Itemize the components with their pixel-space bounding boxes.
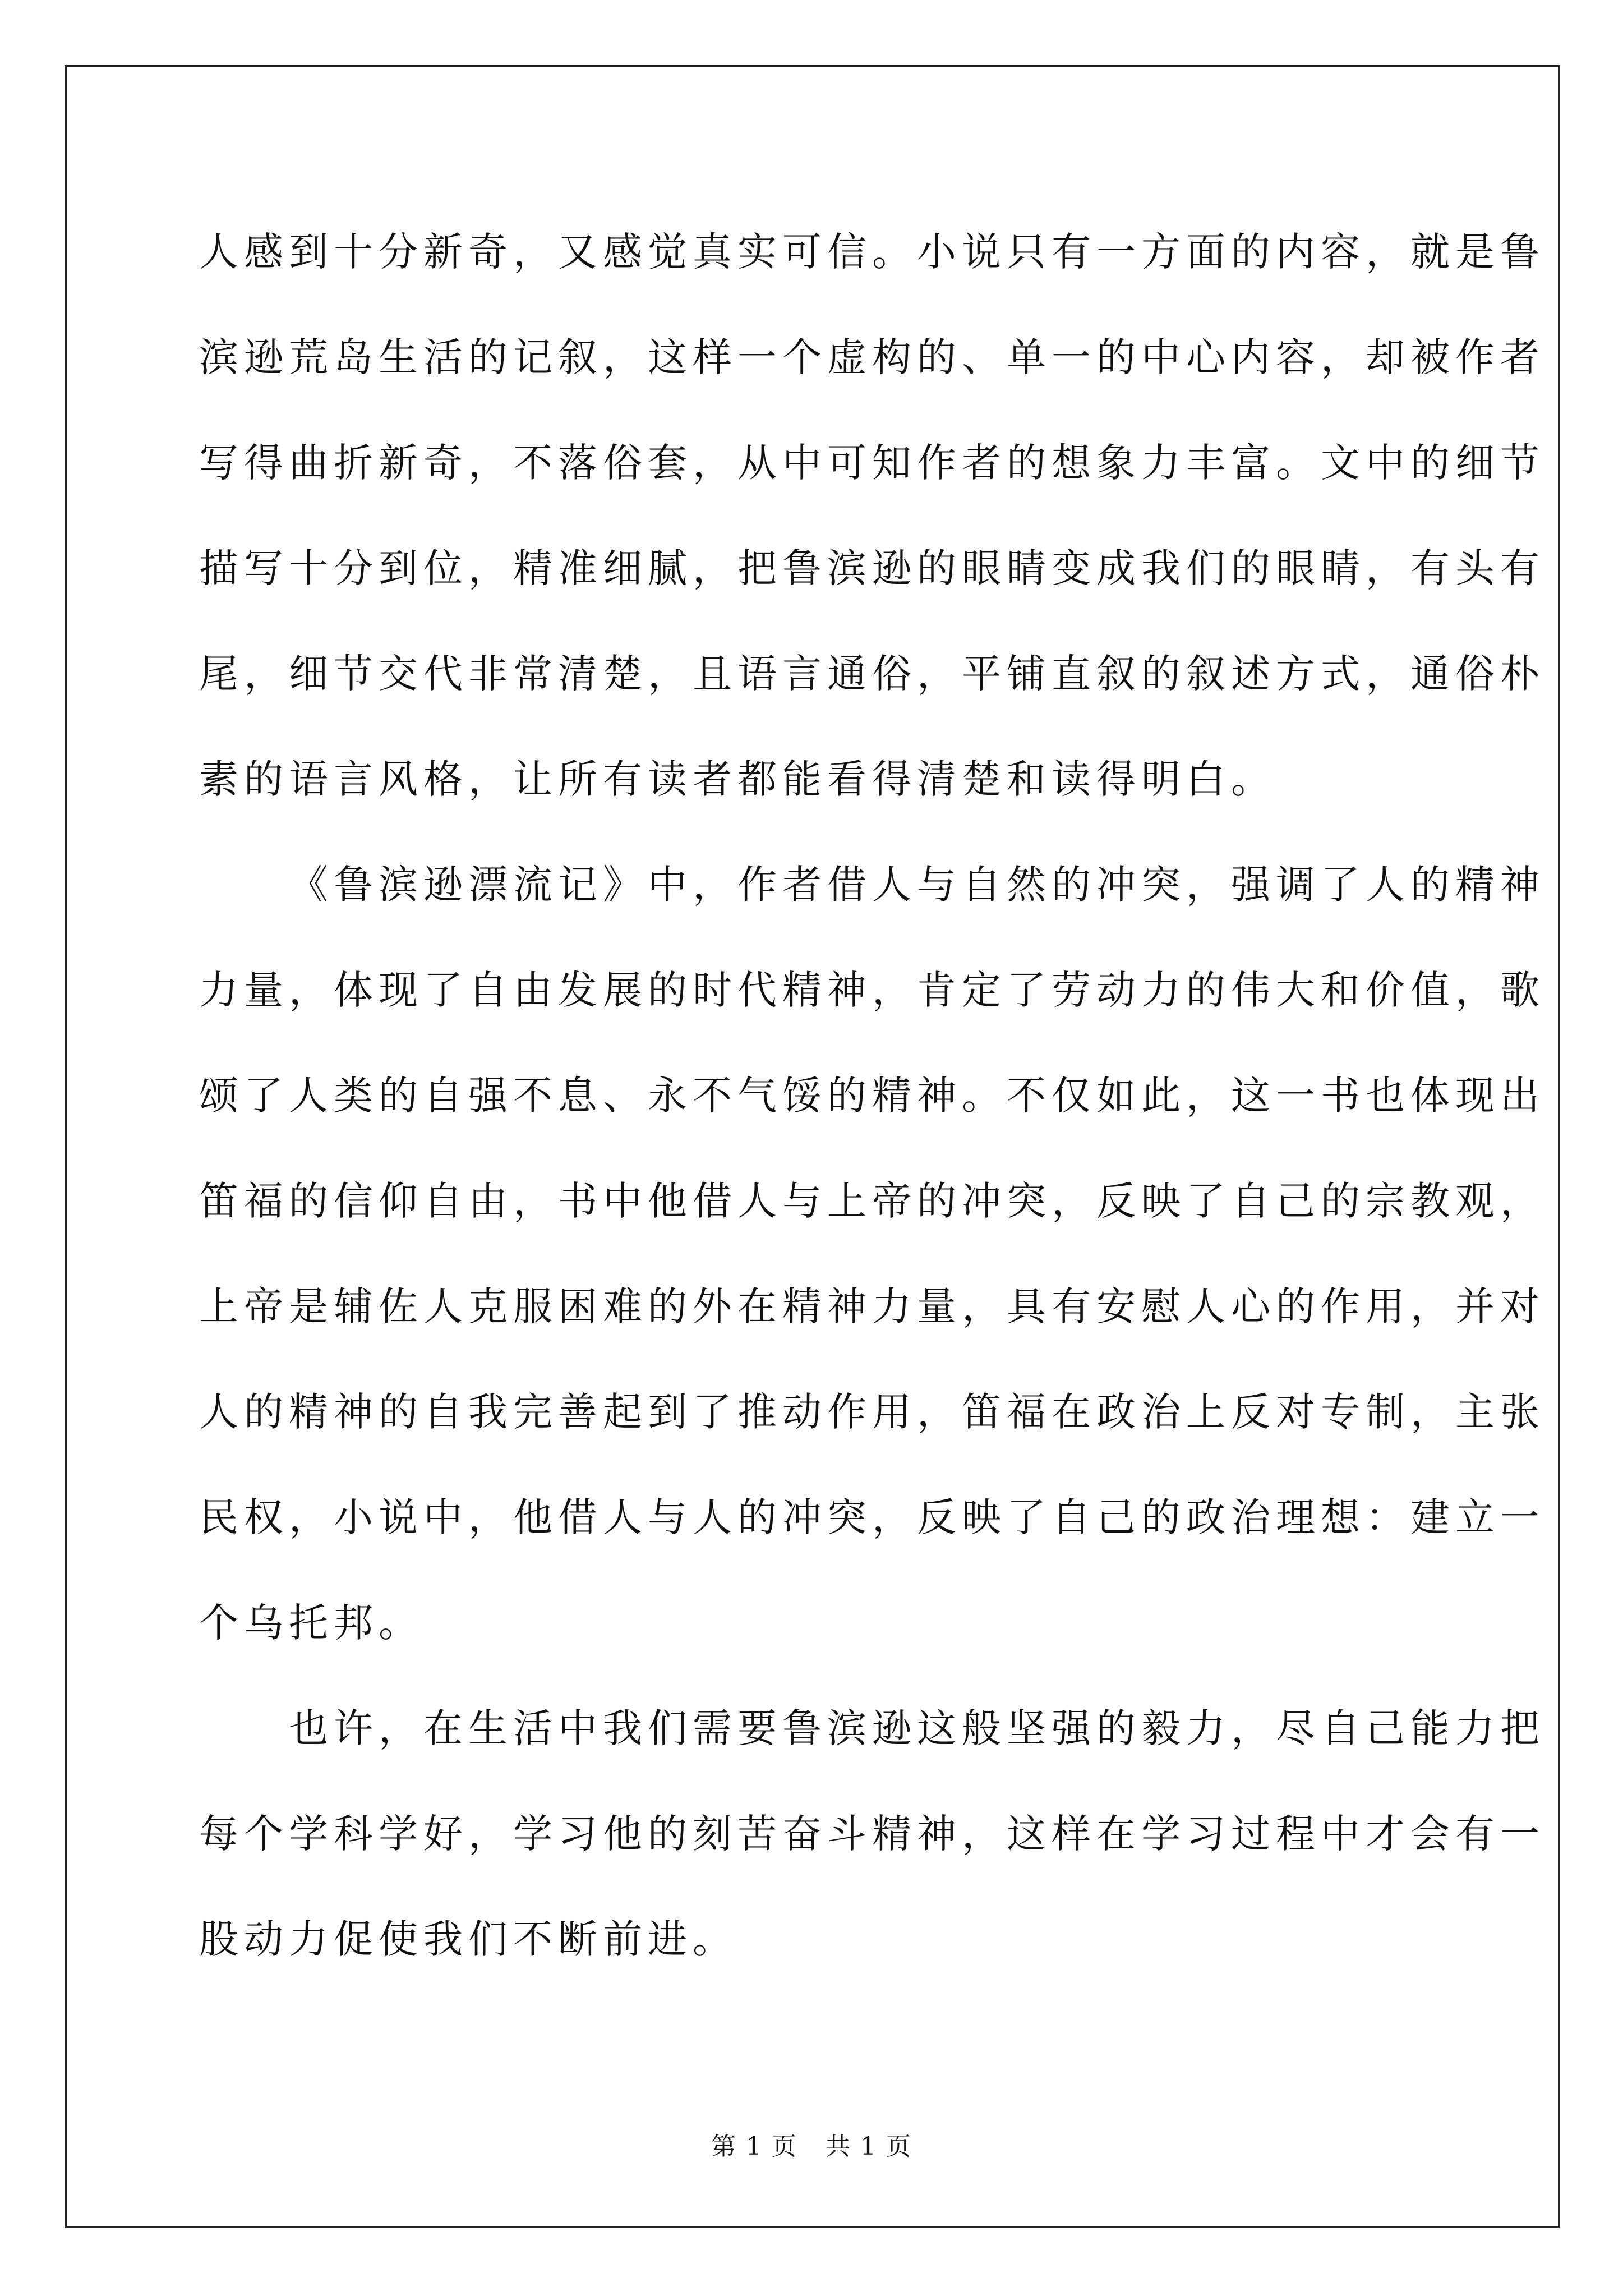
text-line: 人的精神的自我完善起到了推动作用，笛福在政治上反对专制，主张 xyxy=(199,1389,1545,1435)
page-total: 共 1 页 xyxy=(826,2132,912,2161)
text-line: 力量，体现了自由发展的时代精神，肯定了劳动力的伟大和价值，歌 xyxy=(199,967,1545,1013)
text-line: 颂了人类的自强不息、永不气馁的精神。不仅如此，这一书也体现出 xyxy=(199,1073,1545,1119)
text-line: 笛福的信仰自由，书中他借人与上帝的冲突，反映了自己的宗教观， xyxy=(199,1178,1545,1224)
text-line: 描写十分到位，精准细腻，把鲁滨逊的眼睛变成我们的眼睛，有头有 xyxy=(199,545,1545,591)
document-body xyxy=(199,199,1545,1992)
text-line: 人感到十分新奇，又感觉真实可信。小说只有一方面的内容，就是鲁 xyxy=(199,229,1545,275)
text-line: 滨逊荒岛生活的记叙，这样一个虚构的、单一的中心内容，却被作者 xyxy=(199,334,1545,380)
text-line: 股动力促使我们不断前进。 xyxy=(199,1916,737,1962)
text-line: 每个学科学好，学习他的刻苦奋斗精神，这样在学习过程中才会有一 xyxy=(199,1811,1545,1857)
paragraph-2 xyxy=(199,832,1545,1676)
text-line: 素的语言风格，让所有读者都能看得清楚和读得明白。 xyxy=(199,756,1276,802)
text-line: 《鲁滨逊漂流记》中，作者借人与自然的冲突，强调了人的精神 xyxy=(289,862,1545,908)
text-line: 也许，在生活中我们需要鲁滨逊这般坚强的毅力，尽自己能力把 xyxy=(289,1705,1545,1751)
text-line: 写得曲折新奇，不落俗套，从中可知作者的想象力丰富。文中的细节 xyxy=(199,440,1545,486)
paragraph-3 xyxy=(199,1676,1545,1992)
page-footer xyxy=(0,2126,1623,2162)
paragraph-1 xyxy=(199,199,1545,832)
page-number: 第 1 页 xyxy=(711,2132,797,2161)
text-line: 上帝是辅佐人克服困难的外在精神力量，具有安慰人心的作用，并对 xyxy=(199,1283,1545,1329)
text-line: 尾，细节交代非常清楚，且语言通俗，平铺直叙的叙述方式，通俗朴 xyxy=(199,651,1545,697)
text-line: 民权，小说中，他借人与人的冲突，反映了自己的政治理想：建立一 xyxy=(199,1494,1545,1540)
text-line: 个乌托邦。 xyxy=(199,1600,423,1646)
